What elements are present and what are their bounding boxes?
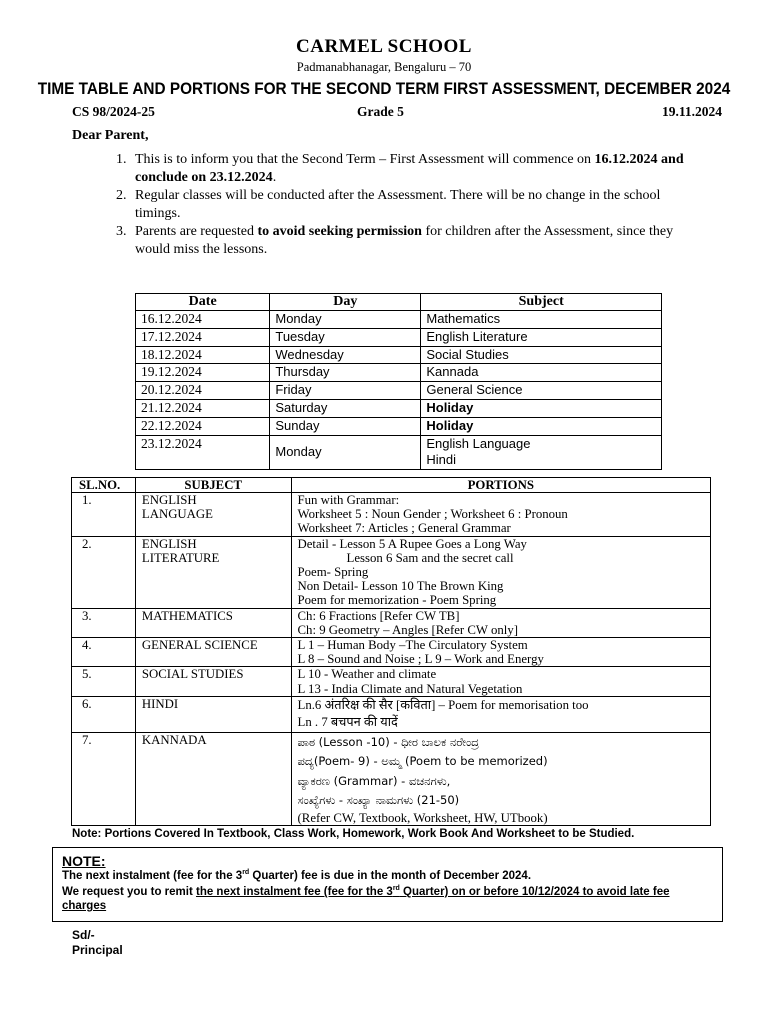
timetable-row	[136, 364, 662, 382]
notice-number: 1.	[116, 152, 127, 167]
column-header-subject: Subject	[421, 294, 662, 311]
subject-name-line: MATHEMATICS	[141, 608, 233, 623]
subject-name-line: ENGLISH	[141, 493, 197, 507]
portion-line: Detail - Lesson 5 A Rupee Goes a Long Way	[297, 536, 527, 551]
portion-line: Ch: 6 Fractions [Refer CW TB]	[297, 608, 460, 623]
notice-text: This is to inform you that the Second Term – First Assessment will commence on	[135, 152, 595, 167]
column-header-date: Date	[136, 294, 270, 311]
portion-line: Lesson 6 Sam and the secret call	[346, 550, 514, 565]
portion-details	[291, 638, 710, 667]
timetable	[135, 293, 662, 470]
portions-row	[72, 732, 711, 825]
portion-line: Worksheet 5 : Noun Gender ; Worksheet 6 : Pronoun	[297, 507, 568, 522]
portion-line: Ln . 7 बचपन की यादें	[297, 715, 398, 730]
timetable-row	[136, 435, 662, 452]
subject-name-line: HINDI	[141, 696, 179, 711]
portions-header-row	[72, 478, 711, 493]
signature-title: Principal	[72, 943, 123, 957]
portion-line: Fun with Grammar:	[297, 493, 400, 507]
exam-day: Saturday	[270, 399, 421, 417]
portion-line: L 13 - India Climate and Natural Vegetation	[297, 681, 523, 696]
portion-line: ಸಂಖ್ಯೆಗಳು - ಸಂಖ್ಯಾ ನಾಮಗಳು (21-50)	[297, 793, 460, 808]
exam-date: 16.12.2024	[136, 311, 270, 329]
portion-line: L 1 – Human Body –The Circulatory System	[297, 638, 528, 653]
serial-number: 7.	[72, 732, 136, 825]
exam-day: Tuesday	[270, 328, 421, 346]
serial-number: 1.	[72, 493, 136, 537]
holiday-label: Holiday	[421, 417, 662, 435]
portion-details	[291, 732, 710, 825]
portion-line: ಪದ್ಯ(Poem- 9) - ಅಮ್ಮ (Poem to be memorized)	[297, 754, 548, 769]
portion-line: L 10 - Weather and climate	[297, 667, 437, 682]
ordinal-suffix: rd	[392, 885, 400, 893]
exam-subject: English Language	[421, 435, 662, 452]
timetable-row	[136, 399, 662, 417]
portions-row	[72, 493, 711, 537]
school-name: CARMEL SCHOOL	[296, 36, 472, 57]
portions-row	[72, 638, 711, 667]
column-header-sl-no: SL.NO.	[72, 478, 136, 493]
fee-note-text: Quarter) fee is due in the month of December 2024.	[249, 870, 532, 882]
exam-subject: Mathematics	[421, 311, 662, 329]
timetable-row	[136, 346, 662, 364]
subject-name	[135, 608, 291, 637]
notice-text: Regular classes will be conducted after the Assessment. There will be no change in the school timings.	[135, 188, 661, 221]
circular-reference: CS 98/2024-25	[72, 104, 155, 119]
exam-subject: Hindi	[421, 452, 662, 469]
fee-note-text: the next instalment fee (fee for the 3	[195, 886, 393, 898]
exam-date: 21.12.2024	[136, 399, 270, 417]
notice-text-end: for children after the Assessment, since they would miss the lessons.	[135, 224, 674, 257]
timetable-row	[136, 382, 662, 400]
exam-date: 19.12.2024	[136, 364, 270, 382]
serial-number: 3.	[72, 608, 136, 637]
exam-date: 22.12.2024	[136, 417, 270, 435]
fee-note-line-1	[62, 870, 531, 882]
subject-name	[135, 493, 291, 537]
fee-note-text: Quarter) on or before 10/12/2024 to avoid late fee charges	[62, 886, 670, 912]
notice-number: 3.	[116, 224, 127, 239]
exam-date: 23.12.2024	[136, 435, 270, 470]
serial-number: 2.	[72, 536, 136, 608]
notice-item	[116, 223, 706, 259]
exam-subject: English Literature	[421, 328, 662, 346]
portions-row	[72, 608, 711, 637]
signature-sd: Sd/-	[72, 928, 95, 942]
portion-details	[291, 493, 710, 537]
serial-number: 4.	[72, 638, 136, 667]
portion-line: L 8 – Sound and Noise ; L 9 – Work and Energy	[297, 652, 544, 667]
portion-line: Poem- Spring	[297, 565, 369, 580]
circular-date: 19.11.2024	[661, 104, 722, 119]
subject-name	[135, 536, 291, 608]
exam-day: Monday	[270, 435, 421, 470]
portion-details	[291, 536, 710, 608]
subject-name-line: ENGLISH	[141, 536, 197, 551]
subject-name-line: SOCIAL STUDIES	[141, 667, 244, 682]
notice-number: 2.	[116, 188, 127, 203]
exam-subject: General Science	[421, 382, 662, 400]
grade-label: Grade 5	[357, 104, 404, 119]
exam-day: Friday	[270, 382, 421, 400]
portion-line: Non Detail- Lesson 10 The Brown King	[297, 579, 504, 594]
portion-details	[291, 608, 710, 637]
fee-note-line-2	[62, 885, 712, 913]
subject-name-line: LITERATURE	[141, 550, 220, 565]
portions-row	[72, 536, 711, 608]
exam-day: Monday	[270, 311, 421, 329]
portions-study-note: Note: Portions Covered In Textbook, Class Work, Homework, Work Book And Worksheet to be Studied.	[72, 828, 635, 840]
notice-bold-text: to avoid seeking permission	[257, 224, 422, 239]
exam-day: Thursday	[270, 364, 421, 382]
fee-note-box	[52, 847, 723, 922]
notice-text: Parents are requested	[135, 224, 258, 239]
column-header-subject: SUBJECT	[135, 478, 291, 493]
document-title: TIME TABLE AND PORTIONS FOR THE SECOND TERM FIRST ASSESSMENT, DECEMBER 2024	[37, 80, 731, 98]
fee-note-text: We request you to remit	[62, 886, 196, 898]
notice-item	[116, 151, 706, 187]
portion-line: ವ್ಯಾಕರಣ (Grammar) - ವಚನಗಳು,	[297, 773, 451, 788]
portions-row	[72, 696, 711, 732]
notice-item	[116, 187, 706, 223]
portion-line: Poem for memorization - Poem Spring	[297, 593, 497, 608]
subject-name	[135, 667, 291, 696]
timetable-row	[136, 417, 662, 435]
portion-line: ಪಾಠ (Lesson -10) - ಧೀರ ಬಾಲಕ ನರೇಂದ್ರ	[297, 734, 480, 749]
portion-line: Worksheet 7: Articles ; General Grammar	[297, 521, 511, 536]
notice-bold-text: 16.12.2024 and conclude on 23.12.2024	[135, 152, 684, 185]
subject-name	[135, 732, 291, 825]
exam-subject: Kannada	[421, 364, 662, 382]
portions-table	[71, 477, 711, 826]
subject-name-line: LANGUAGE	[141, 507, 213, 522]
subject-name	[135, 696, 291, 732]
portion-line: Ln.6 अंतरिक्ष की सैर [कविता] – Poem for memorisation too	[297, 697, 589, 712]
timetable-header-row	[136, 294, 662, 311]
exam-day: Sunday	[270, 417, 421, 435]
school-address: Padmanabhanagar, Bengaluru – 70	[296, 60, 472, 74]
portion-line: Ch: 9 Geometry – Angles [Refer CW only]	[297, 622, 518, 637]
holiday-label: Holiday	[421, 399, 662, 417]
ordinal-suffix: rd	[242, 869, 250, 877]
exam-date: 17.12.2024	[136, 328, 270, 346]
column-header-portions: PORTIONS	[291, 478, 710, 493]
exam-date: 20.12.2024	[136, 382, 270, 400]
timetable-row	[136, 328, 662, 346]
notice-list	[116, 151, 706, 259]
fee-note-label: NOTE:	[62, 853, 106, 869]
portion-details	[291, 696, 710, 732]
fee-note-text: The next instalment (fee for the 3	[62, 870, 243, 882]
exam-date: 18.12.2024	[136, 346, 270, 364]
serial-number: 6.	[72, 696, 136, 732]
portion-details	[291, 667, 710, 696]
notice-text-end: .	[272, 170, 277, 185]
serial-number: 5.	[72, 667, 136, 696]
subject-name-line: KANNADA	[141, 732, 207, 747]
column-header-day: Day	[270, 294, 421, 311]
subject-name	[135, 638, 291, 667]
portion-line: (Refer CW, Textbook, Worksheet, HW, UTbook)	[297, 810, 548, 825]
signature-block	[72, 928, 123, 958]
greeting: Dear Parent,	[72, 128, 149, 143]
portions-row	[72, 667, 711, 696]
exam-subject: Social Studies	[421, 346, 662, 364]
timetable-row	[136, 311, 662, 329]
exam-day: Wednesday	[270, 346, 421, 364]
subject-name-line: GENERAL SCIENCE	[141, 638, 258, 653]
